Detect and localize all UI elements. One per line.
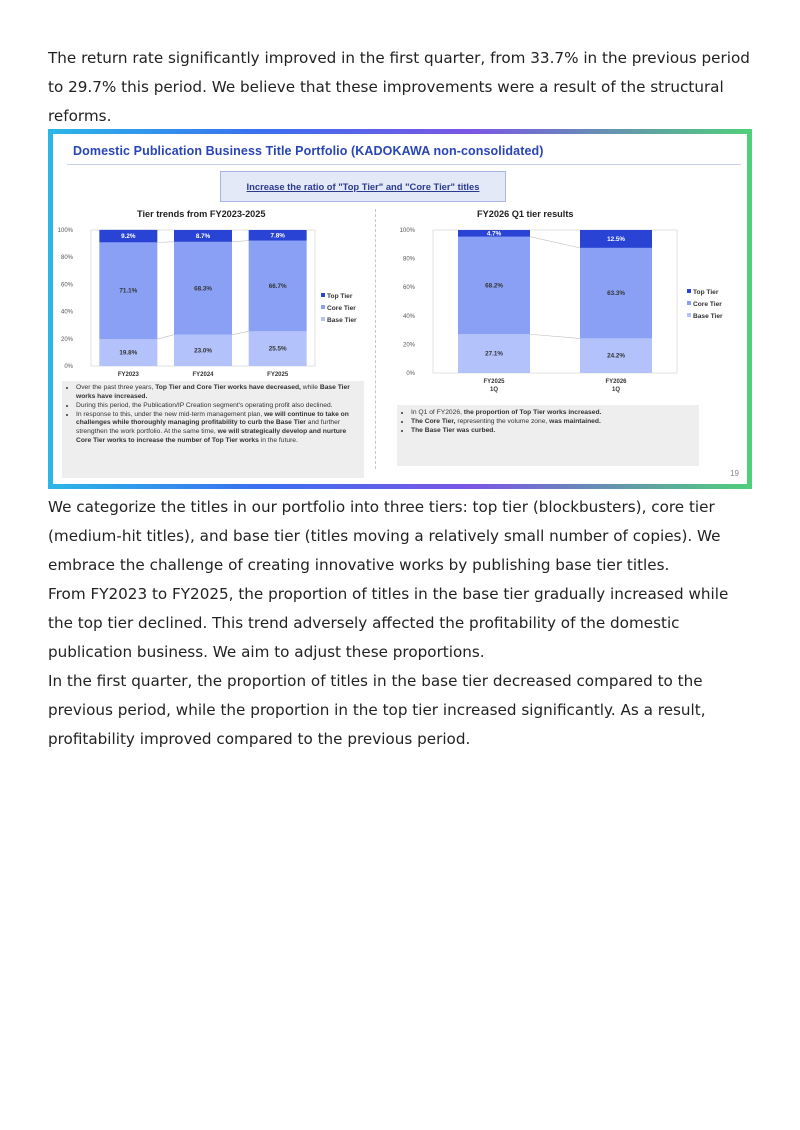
title-divider	[67, 164, 741, 165]
legend-swatch	[321, 293, 325, 297]
chart-title-right: FY2026 Q1 tier results	[477, 209, 574, 219]
legend-swatch	[321, 317, 325, 321]
legend-label: Top Tier	[327, 293, 353, 300]
x-tick-label: FY2025	[267, 372, 289, 378]
bar-data-label: 19.8%	[119, 349, 138, 357]
y-tick-label: 40%	[60, 309, 73, 316]
x-tick-label: FY2026	[605, 379, 627, 385]
legend-swatch	[321, 305, 325, 309]
note-item: • During this period, the Publication/IP Creation segment's operating profit also declined.	[76, 402, 360, 411]
slide-image	[48, 129, 752, 489]
bar-data-label: 63.3%	[607, 290, 625, 298]
paragraph-tiers: We categorize the titles in our portfolio into three tiers: top tier (blockbusters), core tier (medium-hit titles), and base tier (titles moving a relatively small number of copies). We embrace the challenge of creating innovative works by publishing base tier titles.	[48, 498, 721, 574]
notes-left	[62, 381, 364, 478]
bar-data-label: 8.7%	[195, 232, 211, 240]
slide-page-number: 19	[730, 469, 739, 478]
y-tick-label: 0%	[406, 371, 415, 377]
y-tick-label: 80%	[60, 255, 73, 262]
legend-label: Core Tier	[327, 305, 356, 312]
bar-data-label: 25.5%	[268, 345, 287, 353]
callout-box: Increase the ratio of "Top Tier" and "Core Tier" titles	[220, 171, 506, 202]
chart-title-left: Tier trends from FY2023-2025	[137, 209, 266, 219]
x-tick-label: FY2024	[192, 372, 214, 378]
intro-paragraph: The return rate significantly improved in the first quarter, from 33.7% in the previous period to 29.7% this period. We believe that these improvements were a result of the structural reforms.	[48, 49, 750, 125]
legend-swatch	[687, 301, 691, 305]
chart-q1-tiers	[375, 222, 747, 408]
y-tick-label: 20%	[402, 342, 415, 349]
body-text	[48, 493, 754, 754]
note-item: • In response to this, under the new mid-term management plan, we will continue to take on challenges while thoroughly managing profitability to curb the Base Tier and further strengthen the work portfolio. At the same time, we will strategically develop and nurture Core Tier works to increase the number of Top Tier works in the future.	[76, 411, 360, 445]
connector-line	[232, 331, 249, 334]
bar-data-label: 23.0%	[194, 347, 212, 355]
chart-tier-trends	[53, 222, 371, 384]
y-tick-label: 20%	[60, 336, 73, 343]
connector-line	[157, 335, 174, 339]
bar-data-label: 12.5%	[607, 235, 625, 243]
y-tick-label: 40%	[402, 313, 415, 320]
legend-swatch	[687, 313, 691, 317]
paragraph-q1: In the first quarter, the proportion of titles in the base tier decreased compared to the previous period, while the proportion in the top tier increased significantly. As a result, profitability improved compared to the previous period.	[48, 672, 706, 748]
bar-data-label: 66.7%	[268, 282, 287, 290]
x-tick-label: FY2025	[483, 379, 505, 385]
bar-data-label: 24.2%	[607, 352, 625, 360]
bar-data-label: 9.2%	[121, 233, 136, 241]
note-item: • Over the past three years, Top Tier and Core Tier works have decreased, while Base Tier works have increased.	[76, 384, 360, 401]
connector-line	[157, 242, 174, 243]
bar-data-label: 4.7%	[486, 230, 502, 238]
x-tick-label: 1Q	[611, 387, 621, 393]
connector-line	[232, 241, 249, 242]
legend-label: Core Tier	[693, 301, 722, 308]
paragraph-trend: From FY2023 to FY2025, the proportion of titles in the base tier gradually increased while the top tier declined. This trend adversely affected the profitability of the domestic publication business. We aim to adjust these proportions.	[48, 585, 729, 661]
legend-label: Base Tier	[693, 313, 723, 320]
legend-label: Top Tier	[693, 289, 719, 296]
y-tick-label: 100%	[399, 228, 415, 234]
y-tick-label: 100%	[57, 228, 73, 234]
notes-right	[397, 405, 699, 466]
y-tick-label: 60%	[60, 282, 73, 289]
note-item: • The Core Tier, representing the volume zone, was maintained.	[411, 418, 695, 427]
y-tick-label: 80%	[402, 256, 415, 263]
y-tick-label: 0%	[64, 364, 73, 370]
note-item: • In Q1 of FY2026, the proportion of Top Tier works increased.	[411, 409, 695, 418]
x-tick-label: 1Q	[489, 387, 499, 393]
note-item: • The Base Tier was curbed.	[411, 427, 695, 436]
slide-title: Domestic Publication Business Title Portfolio (KADOKAWA non-consolidated)	[73, 144, 544, 158]
slide-body	[53, 134, 747, 484]
bar-data-label: 7.8%	[270, 232, 285, 240]
bar-data-label: 27.1%	[485, 350, 503, 358]
bar-data-label: 71.1%	[119, 287, 138, 295]
bar-data-label: 68.2%	[485, 282, 503, 290]
legend-label: Base Tier	[327, 317, 357, 324]
connector-line	[530, 334, 580, 338]
legend-swatch	[687, 289, 691, 293]
x-tick-label: FY2023	[117, 372, 139, 378]
connector-line	[530, 237, 580, 248]
bar-data-label: 68.3%	[194, 285, 212, 293]
y-tick-label: 60%	[402, 285, 415, 292]
